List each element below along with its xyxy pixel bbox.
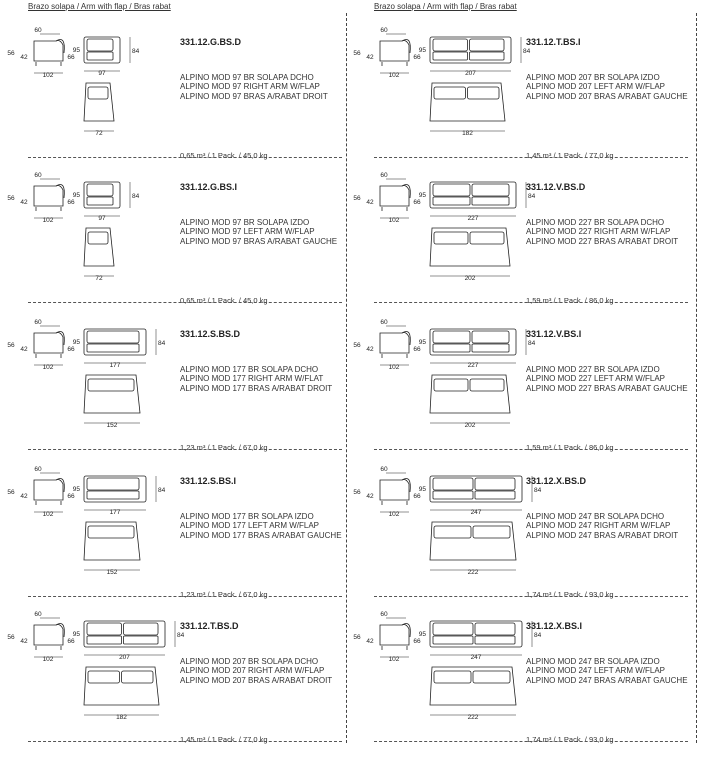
front-frame — [430, 329, 516, 355]
side-profile — [34, 625, 63, 646]
description-line: ALPINO MOD 97 BR SOLAPA IZDO — [180, 218, 310, 227]
description-line: ALPINO MOD 247 BRAS A/RABAT GAUCHE — [526, 675, 688, 685]
dimension-label: 42 — [366, 199, 374, 206]
front-seat-cushion — [475, 491, 515, 499]
plan-view-drawing — [84, 667, 159, 715]
dimension-label: 60 — [380, 27, 388, 34]
plan-cushion — [473, 526, 510, 538]
description-line: ALPINO MOD 247 BRAS A/RABAT DROIT — [526, 530, 679, 540]
plan-cushion — [88, 232, 108, 244]
plan-cushion — [434, 87, 466, 99]
plan-cushion — [88, 379, 134, 391]
dimension-label: 207 — [119, 654, 130, 661]
row-divider — [28, 449, 342, 450]
dimension-label: 56 — [7, 634, 15, 641]
side-profile — [34, 480, 63, 501]
side-view-drawing — [380, 618, 410, 657]
plan-cushion — [88, 526, 134, 538]
product-description — [526, 512, 678, 540]
front-back-cushion — [472, 331, 509, 343]
plan-view-drawing — [430, 83, 505, 131]
plan-cushion — [434, 232, 468, 244]
product-technical-drawing — [0, 19, 175, 144]
dimension-label: 95 — [418, 47, 426, 54]
front-view-drawing — [430, 329, 526, 363]
dimension-label: 66 — [67, 54, 75, 61]
product-description — [526, 365, 688, 393]
product-technical-drawing — [346, 19, 531, 144]
dimension-label: 95 — [72, 486, 80, 493]
plan-outline — [84, 83, 114, 121]
front-frame — [84, 621, 165, 647]
dimension-label: 60 — [34, 319, 42, 326]
plan-cushion — [434, 379, 468, 391]
dimension-label: 60 — [380, 319, 388, 326]
front-view-drawing — [430, 621, 532, 655]
side-view-drawing — [34, 34, 64, 73]
front-seat-cushion — [475, 636, 515, 644]
side-view-drawing — [34, 473, 64, 512]
dimension-label: 97 — [98, 70, 106, 77]
description-line: ALPINO MOD 177 BRAS A/RABAT GAUCHE — [180, 530, 342, 540]
side-view-drawing — [380, 179, 410, 218]
catalog-column-left — [0, 0, 350, 783]
description-line: ALPINO MOD 227 LEFT ARM W/FLAP — [526, 374, 665, 384]
product-description — [526, 657, 688, 685]
front-seat-cushion — [433, 636, 473, 644]
product-entry — [346, 305, 696, 450]
description-line: ALPINO MOD 97 RIGHT ARM W/FLAP — [180, 82, 320, 92]
front-view-drawing — [84, 182, 130, 216]
packaging-info: 1,45 m³ / 1 Pack. / 77,0 kg — [526, 151, 614, 160]
side-profile — [380, 625, 409, 646]
dimension-label: 42 — [366, 638, 374, 645]
dimension-label: 95 — [418, 631, 426, 638]
front-view-drawing — [430, 182, 526, 216]
front-seat-cushion — [87, 197, 113, 205]
front-frame — [84, 329, 146, 355]
description-line: ALPINO MOD 207 BRAS A/RABAT GAUCHE — [526, 91, 688, 101]
side-view-drawing — [380, 34, 410, 73]
front-view-drawing — [84, 329, 156, 363]
front-back-cushion — [433, 39, 468, 51]
front-back-cushion — [433, 623, 473, 635]
plan-view-drawing — [84, 228, 114, 276]
description-line: ALPINO MOD 207 RIGHT ARM W/FLAP — [180, 666, 325, 676]
side-profile — [380, 480, 409, 501]
dimension-label: 66 — [67, 199, 75, 206]
dimension-label: 84 — [177, 632, 185, 639]
dimension-label: 102 — [388, 511, 400, 518]
product-technical-drawing — [0, 311, 175, 436]
side-view-drawing — [380, 326, 410, 365]
plan-cushion — [88, 671, 120, 683]
dimension-label: 66 — [413, 493, 421, 500]
plan-view-drawing — [84, 375, 140, 423]
product-entry — [346, 597, 696, 742]
front-back-cushion — [124, 623, 159, 635]
plan-view-drawing — [430, 228, 510, 276]
description-line: ALPINO MOD 227 BR SOLAPA IZDO — [526, 365, 660, 374]
description-line: ALPINO MOD 207 BR SOLAPA DCHO — [180, 657, 319, 666]
front-seat-cushion — [433, 344, 470, 352]
front-frame — [430, 182, 516, 208]
packaging-info: 1,74 m³ / 1 Pack. / 93,0 kg — [526, 590, 614, 599]
dimension-label: 102 — [388, 364, 400, 371]
plan-cushion — [434, 671, 471, 683]
product-description — [180, 512, 342, 540]
plan-outline — [84, 522, 140, 560]
dimension-label: 95 — [72, 339, 80, 346]
dimension-label: 177 — [109, 362, 121, 369]
dimension-label: 66 — [413, 638, 421, 645]
description-line: ALPINO MOD 177 RIGHT ARM W/FLAT — [180, 374, 324, 384]
dimension-label: 56 — [353, 195, 361, 202]
dimension-label: 56 — [7, 195, 15, 202]
front-seat-cushion — [472, 197, 509, 205]
front-frame — [430, 476, 522, 502]
dimension-label: 102 — [42, 656, 54, 663]
product-description — [180, 218, 337, 246]
dimension-label: 42 — [366, 346, 374, 353]
product-entry — [0, 305, 350, 450]
dimension-label: 102 — [388, 217, 400, 224]
dimension-label: 56 — [353, 342, 361, 349]
dimension-label: 60 — [34, 466, 42, 473]
front-frame — [84, 476, 146, 502]
description-line: ALPINO MOD 247 BR SOLAPA DCHO — [526, 512, 665, 521]
front-frame — [84, 182, 120, 208]
dimension-label: 177 — [109, 509, 121, 516]
product-description — [526, 218, 678, 246]
side-profile — [34, 333, 63, 354]
product-description — [180, 657, 332, 685]
dimension-label: 66 — [67, 493, 75, 500]
front-view-drawing — [84, 621, 175, 655]
product-technical-drawing — [346, 458, 542, 583]
dimension-label: 84 — [534, 632, 542, 639]
description-line: ALPINO MOD 247 LEFT ARM W/FLAP — [526, 666, 665, 676]
front-seat-cushion — [472, 344, 509, 352]
dimension-label: 222 — [467, 569, 479, 576]
dimension-label: 202 — [464, 275, 476, 282]
front-back-cushion — [475, 478, 515, 490]
description-line: ALPINO MOD 247 BR SOLAPA IZDO — [526, 657, 660, 666]
front-back-cushion — [470, 39, 505, 51]
packaging-info: 0,65 m³ / 1 Pack. / 45,0 kg — [180, 151, 268, 160]
product-technical-drawing — [346, 164, 536, 289]
front-back-cushion — [87, 478, 139, 490]
front-frame — [430, 621, 522, 647]
product-description — [180, 73, 328, 101]
row-divider — [374, 741, 688, 742]
front-back-cushion — [87, 184, 113, 196]
product-entry — [346, 158, 696, 303]
column-divider — [696, 13, 697, 743]
dimension-label: 66 — [67, 638, 75, 645]
column-header: Brazo solapa / Arm with flap / Bras rabat — [374, 2, 517, 11]
row-divider — [28, 302, 342, 303]
side-view-drawing — [34, 618, 64, 657]
side-profile — [380, 186, 409, 207]
product-entry — [0, 13, 350, 158]
product-entry — [0, 597, 350, 742]
dimension-label: 152 — [106, 422, 118, 429]
dimension-label: 95 — [72, 631, 80, 638]
product-code: 331.12.V.BS.D — [526, 182, 586, 192]
product-code: 331.12.T.BS.D — [180, 621, 239, 631]
description-line: ALPINO MOD 207 LEFT ARM W/FLAP — [526, 82, 665, 92]
dimension-label: 102 — [42, 217, 54, 224]
dimension-label: 66 — [413, 199, 421, 206]
front-back-cushion — [433, 331, 470, 343]
dimension-label: 84 — [528, 340, 536, 347]
packaging-info: 1,59 m³ / 1 Pack. / 86,0 kg — [526, 296, 614, 305]
dimension-label: 60 — [34, 27, 42, 34]
description-line: ALPINO MOD 97 LEFT ARM W/FLAP — [180, 227, 315, 237]
dimension-label: 66 — [67, 346, 75, 353]
description-line: ALPINO MOD 227 BRAS A/RABAT GAUCHE — [526, 383, 688, 393]
front-back-cushion — [87, 39, 113, 51]
plan-view-drawing — [430, 667, 516, 715]
dimension-label: 42 — [20, 54, 28, 61]
row-divider — [374, 449, 688, 450]
description-line: ALPINO MOD 227 BR SOLAPA DCHO — [526, 218, 665, 227]
front-view-drawing — [84, 476, 156, 510]
dimension-label: 72 — [95, 130, 103, 137]
side-view-drawing — [34, 326, 64, 365]
description-line: ALPINO MOD 227 BRAS A/RABAT DROIT — [526, 236, 679, 246]
dimension-label: 60 — [380, 611, 388, 618]
plan-cushion — [434, 526, 471, 538]
packaging-info: 1,23 m³ / 1 Pack. / 67,0 kg — [180, 443, 268, 452]
dimension-label: 95 — [418, 192, 426, 199]
dimension-label: 42 — [20, 638, 28, 645]
product-code: 331.12.S.BS.D — [180, 329, 241, 339]
dimension-label: 102 — [388, 72, 400, 79]
description-line: ALPINO MOD 97 BRAS A/RABAT DROIT — [180, 91, 328, 101]
dimension-label: 42 — [20, 199, 28, 206]
front-seat-cushion — [433, 197, 470, 205]
dimension-label: 222 — [467, 714, 479, 721]
product-entry — [0, 158, 350, 303]
product-technical-drawing — [0, 164, 175, 289]
description-line: ALPINO MOD 177 BR SOLAPA IZDO — [180, 512, 314, 521]
plan-cushion — [122, 671, 154, 683]
plan-view-drawing — [430, 522, 516, 570]
side-profile — [380, 41, 409, 62]
product-code: 331.12.S.BS.I — [180, 476, 237, 486]
plan-cushion — [470, 379, 504, 391]
side-view-drawing — [34, 179, 64, 218]
plan-cushion — [473, 671, 510, 683]
packaging-info: 1,59 m³ / 1 Pack. / 86,0 kg — [526, 443, 614, 452]
dimension-label: 207 — [465, 70, 476, 77]
dimension-label: 84 — [132, 48, 140, 55]
dimension-label: 60 — [34, 611, 42, 618]
product-technical-drawing — [0, 458, 175, 583]
side-view-drawing — [380, 473, 410, 512]
product-entry — [346, 452, 696, 597]
front-back-cushion — [87, 623, 122, 635]
description-line: ALPINO MOD 227 RIGHT ARM W/FLAP — [526, 227, 671, 237]
front-view-drawing — [84, 37, 130, 71]
front-seat-cushion — [470, 52, 505, 60]
front-seat-cushion — [124, 636, 159, 644]
dimension-label: 102 — [42, 511, 54, 518]
front-back-cushion — [475, 623, 515, 635]
catalog-column-right — [346, 0, 696, 783]
packaging-info: 0,65 m³ / 1 Pack. / 45,0 kg — [180, 296, 268, 305]
dimension-label: 66 — [413, 346, 421, 353]
front-back-cushion — [87, 331, 139, 343]
dimension-label: 152 — [106, 569, 118, 576]
dimension-label: 84 — [158, 340, 166, 347]
dimension-label: 84 — [132, 193, 140, 200]
front-frame — [430, 37, 511, 63]
dimension-label: 42 — [20, 493, 28, 500]
description-line: ALPINO MOD 97 BR SOLAPA DCHO — [180, 73, 314, 82]
front-view-drawing — [430, 37, 521, 71]
plan-cushion — [470, 232, 504, 244]
product-technical-drawing — [0, 603, 185, 728]
side-profile — [380, 333, 409, 354]
front-back-cushion — [433, 184, 470, 196]
description-line: ALPINO MOD 247 RIGHT ARM W/FLAP — [526, 521, 671, 531]
dimension-label: 60 — [34, 172, 42, 179]
dimension-label: 56 — [353, 489, 361, 496]
dimension-label: 42 — [366, 54, 374, 61]
dimension-label: 95 — [418, 339, 426, 346]
product-code: 331.12.X.BS.D — [526, 476, 587, 486]
plan-view-drawing — [430, 375, 510, 423]
product-code: 331.12.G.BS.I — [180, 182, 238, 192]
front-view-drawing — [430, 476, 532, 510]
side-profile — [34, 41, 63, 62]
dimension-label: 97 — [98, 215, 106, 222]
description-line: ALPINO MOD 177 BR SOLAPA DCHO — [180, 365, 319, 374]
product-technical-drawing — [346, 311, 536, 436]
product-technical-drawing — [346, 603, 542, 728]
front-seat-cushion — [87, 636, 122, 644]
product-code: 331.12.V.BS.I — [526, 329, 582, 339]
column-header: Brazo solapa / Arm with flap / Bras rabat — [28, 2, 171, 11]
dimension-label: 247 — [470, 509, 482, 516]
dimension-label: 247 — [470, 654, 482, 661]
description-line: ALPINO MOD 207 BR SOLAPA IZDO — [526, 73, 660, 82]
dimension-label: 95 — [72, 47, 80, 54]
dimension-label: 202 — [464, 422, 476, 429]
dimension-label: 227 — [467, 215, 479, 222]
product-code: 331.12.X.BS.I — [526, 621, 583, 631]
side-profile — [34, 186, 63, 207]
front-frame — [84, 37, 120, 63]
description-line: ALPINO MOD 207 BRAS A/RABAT DROIT — [180, 675, 333, 685]
front-seat-cushion — [433, 52, 468, 60]
front-seat-cushion — [433, 491, 473, 499]
product-entry — [346, 13, 696, 158]
plan-view-drawing — [84, 522, 140, 570]
dimension-label: 84 — [528, 193, 536, 200]
product-entry — [0, 452, 350, 597]
plan-outline — [84, 375, 140, 413]
description-line: ALPINO MOD 177 BRAS A/RABAT DROIT — [180, 383, 333, 393]
description-line: ALPINO MOD 177 LEFT ARM W/FLAP — [180, 521, 319, 531]
front-back-cushion — [433, 478, 473, 490]
dimension-label: 182 — [116, 714, 127, 721]
front-seat-cushion — [87, 491, 139, 499]
dimension-label: 56 — [7, 489, 15, 496]
plan-cushion — [468, 87, 500, 99]
packaging-info: 1,45 m³ / 1 Pack. / 77,0 kg — [180, 735, 268, 744]
front-seat-cushion — [87, 344, 139, 352]
dimension-label: 84 — [158, 487, 166, 494]
product-code: 331.12.T.BS.I — [526, 37, 581, 47]
dimension-label: 60 — [380, 466, 388, 473]
dimension-label: 102 — [42, 364, 54, 371]
row-divider — [374, 302, 688, 303]
description-line: ALPINO MOD 97 BRAS A/RABAT GAUCHE — [180, 236, 338, 246]
product-description — [180, 365, 332, 393]
front-back-cushion — [472, 184, 509, 196]
plan-outline — [84, 228, 114, 266]
dimension-label: 102 — [42, 72, 54, 79]
dimension-label: 42 — [20, 346, 28, 353]
packaging-info: 1,23 m³ / 1 Pack. / 67,0 kg — [180, 590, 268, 599]
packaging-info: 1,74 m³ / 1 Pack. / 93,0 kg — [526, 735, 614, 744]
product-code: 331.12.G.BS.D — [180, 37, 242, 47]
dimension-label: 56 — [7, 342, 15, 349]
dimension-label: 102 — [388, 656, 400, 663]
dimension-label: 56 — [7, 50, 15, 57]
dimension-label: 84 — [534, 487, 542, 494]
product-description — [526, 73, 688, 101]
dimension-label: 56 — [353, 50, 361, 57]
dimension-label: 84 — [523, 48, 531, 55]
dimension-label: 60 — [380, 172, 388, 179]
dimension-label: 42 — [366, 493, 374, 500]
dimension-label: 72 — [95, 275, 103, 282]
dimension-label: 66 — [413, 54, 421, 61]
front-seat-cushion — [87, 52, 113, 60]
dimension-label: 95 — [418, 486, 426, 493]
dimension-label: 227 — [467, 362, 479, 369]
plan-cushion — [88, 87, 108, 99]
dimension-label: 182 — [462, 130, 473, 137]
dimension-label: 95 — [72, 192, 80, 199]
dimension-label: 56 — [353, 634, 361, 641]
row-divider — [28, 741, 342, 742]
plan-view-drawing — [84, 83, 114, 131]
